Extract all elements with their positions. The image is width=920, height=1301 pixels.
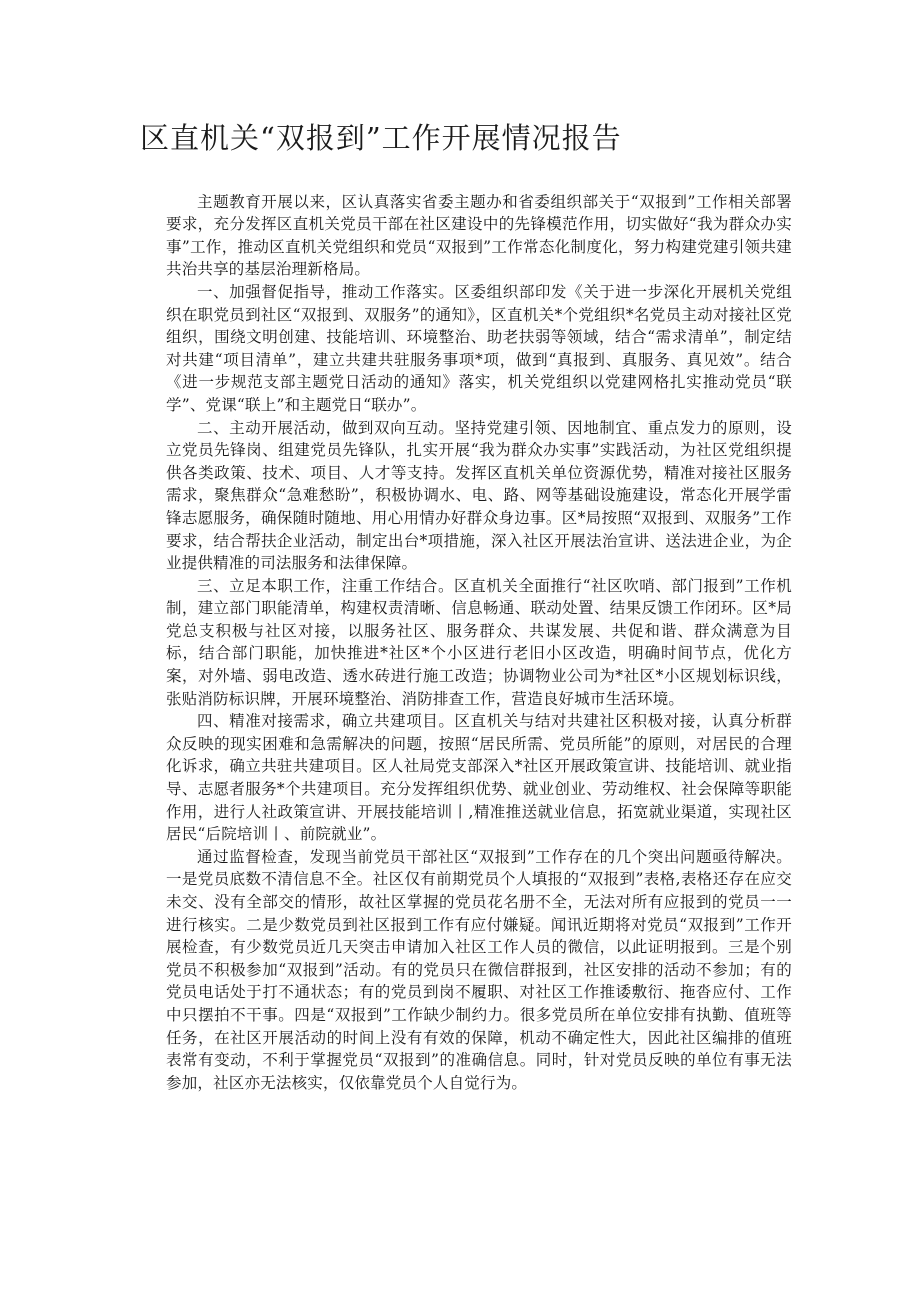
paragraph-problems: 通过监督检查，发现当前党员干部社区“双报到”工作存在的几个突出问题亟待解决。一是党员底数不清信息不全。社区仅有前期党员个人填报的“双报到”表格,表格还存在应交未交、没有全部交的情形，故社区掌握的党员花名册不全，无法对所有应报到的党员一一进行核实。二是少数党员到社区报到工作有应付嫌疑。闻讯近期将对党员“双报到”工作开展检查，有少数党员近几天突击申请加入社区工作人员的微信，以此证明报到。三是个别党员不积极参加“双报到”活动。有的党员只在微信群报到，社区安排的活动不参加；有的党员电话处于打不通状态；有的党员到岗不履职、对社区工作推诿敷衍、拖沓应付、工作中只摆拍不干事。四是“双报到”工作缺少制约力。很多党员所在单位安排有执勤、值班等任务，在社区开展活动的时间上没有有效的保障，机动不确定性大，因此社区编排的值班表常有变动，不利于掌握党员“双报到”的准确信息。同时，针对党员反映的单位有事无法参加，社区亦无法核实，仅依靠党员个人自觉行为。	[166, 847, 792, 1092]
document-page	[138, 118, 792, 1094]
paragraph-section-4: 四、精准对接需求，确立共建项目。区直机关与结对共建社区积极对接，认真分析群众反映的现实困难和急需解决的问题，按照“居民所需、党员所能”的原则，对居民的合理化诉求，确立共驻共建项目。区人社局党支部深入*社区开展政策宣讲、技能培训、就业指导、志愿者服务*个共建项目。充分发挥组织优势、就业创业、劳动维权、社会保障等职能作用，进行人社政策宣讲、开展技能培训丨,精准推送就业信息，拓宽就业渠道，实现社区居民“后院培训丨、前院就业”。	[166, 712, 792, 844]
document-title: 区直机关“双报到”工作开展情况报告	[140, 121, 622, 155]
paragraph-section-1: 一、加强督促指导，推动工作落实。区委组织部印发《关于进一步深化开展机关党组织在职党员到社区“双报到、双服务”的通知》，区直机关*个党组织*名党员主动对接社区党组织，围绕文明创建、技能培训、环境整治、助老扶弱等领域，结合“需求清单”，制定结对共建“项目清单”，建立共建共驻服务事项*项，做到“真报到、真服务、真见效”。结合《进一步规范支部主题党日活动的通知》落实，机关党组织以党建网格扎实推动党员“联学”、党课“联上”和主题党日“联办”。	[166, 282, 792, 414]
paragraph-section-2: 二、主动开展活动，做到双向互动。坚持党建引领、因地制宜、重点发力的原则，设立党员先锋岗、组建党员先锋队，扎实开展“我为群众办实事”实践活动，为社区党组织提供各类政策、技术、项目、人才等支持。发挥区直机关单位资源优势，精准对接社区服务需求，聚焦群众“急难愁盼”，积极协调水、电、路、网等基础设施建设，常态化开展学雷锋志愿服务，确保随时随地、用心用情办好群众身边事。区*局按照“双报到、双服务”工作要求，结合帮扶企业活动，制定出台*项措施，深入社区开展法治宣讲、送法进企业，为企业提供精准的司法服务和法律保障。	[166, 418, 792, 573]
paragraph-intro: 主题教育开展以来，区认真落实省委主题办和省委组织部关于“双报到”工作相关部署要求，充分发挥区直机关党员干部在社区建设中的先锋模范作用，切实做好“我为群众办实事”工作，推动区直机关党组织和党员“双报到”工作常态化制度化，努力构建党建引领共建共治共享的基层治理新格局。	[166, 192, 792, 279]
paragraph-section-3: 三、立足本职工作，注重工作结合。区直机关全面推行“社区吹哨、部门报到”工作机制，建立部门职能清单，构建权责清晰、信息畅通、联动处置、结果反馈工作闭环。区*局党总支积极与社区对接，以服务社区、服务群众、共谋发展、共促和谐、群众满意为目标，结合部门职能，加快推进*社区*个小区进行老旧小区改造，明确时间节点，优化方案，对外墙、弱电改造、透水砖进行施工改造；协调物业公司为*社区*小区规划标识线，张贴消防标识牌，开展环境整治、消防排查工作，营造良好城市生活环境。	[166, 576, 792, 708]
